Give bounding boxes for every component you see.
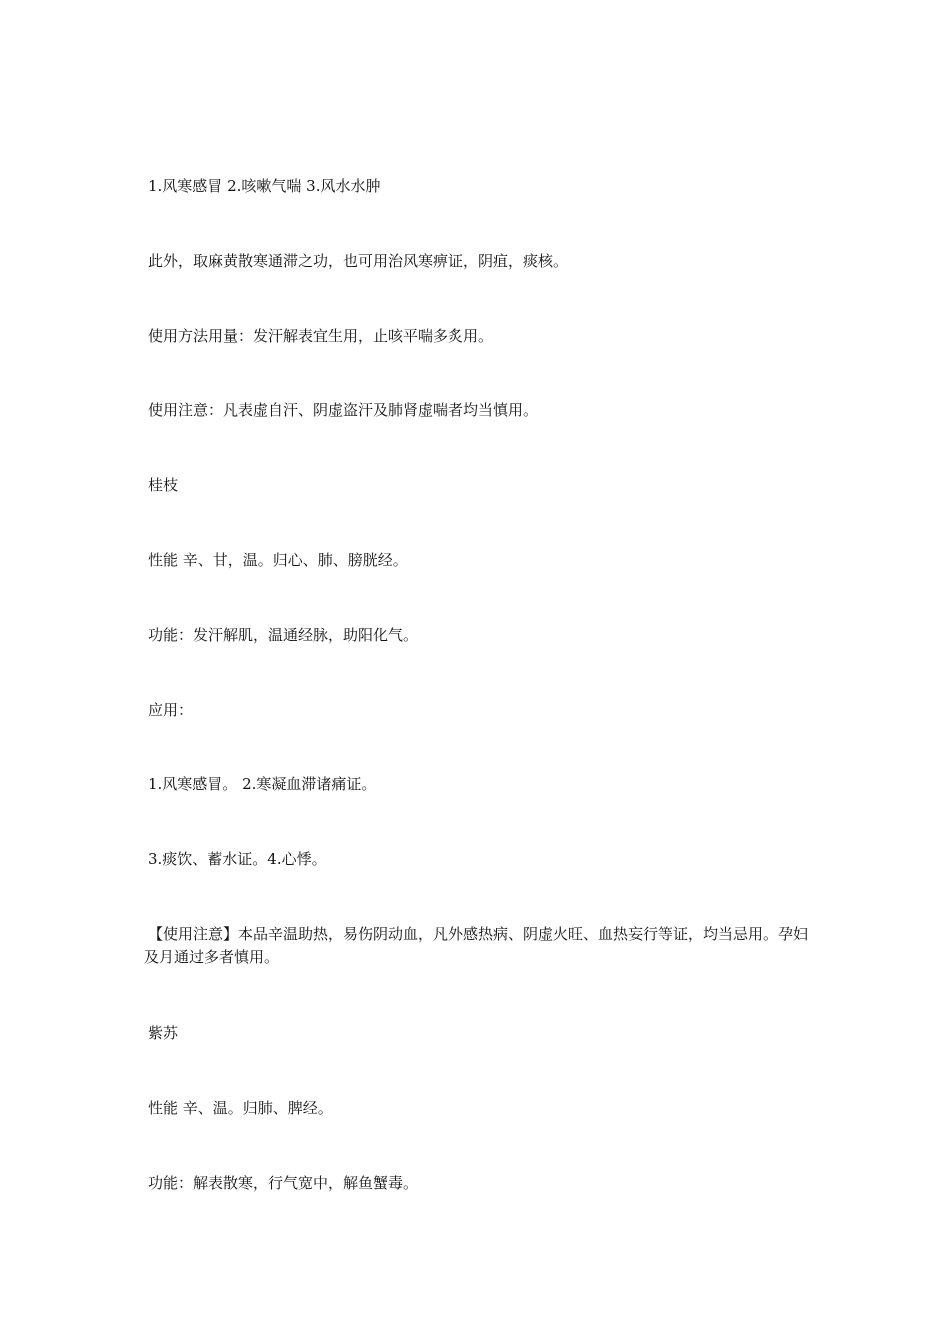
zisu-properties: 性能 辛、温。归肺、脾经。 xyxy=(148,1099,333,1117)
ephedra-precautions: 使用注意：凡表虚自汗、阴虚盗汗及肺肾虚喘者均当慎用。 xyxy=(148,401,539,419)
guizhi-applications-3-4: 3.痰饮、蓄水证。4.心悸。 xyxy=(148,850,327,868)
herb-heading-guizhi: 桂枝 xyxy=(148,476,179,494)
ephedra-indications: 1.风寒感冒 2.咳嗽气喘 3.风水水肿 xyxy=(148,177,381,195)
ephedra-usage-dosage: 使用方法用量：发汗解表宜生用，止咳平喘多炙用。 xyxy=(148,327,494,345)
guizhi-applications-1-2: 1.风寒感冒。 2.寒凝血滞诸痛证。 xyxy=(148,775,377,793)
guizhi-precautions: 【使用注意】本品辛温助热，易伤阴动血，凡外感热病、阴虚火旺、血热妄行等证，均当忌用。孕妇及月通过多者慎用。 xyxy=(144,925,809,966)
zisu-functions: 功能：解表散寒，行气宽中，解鱼蟹毒。 xyxy=(148,1174,419,1192)
herb-heading-zisu: 紫苏 xyxy=(148,1024,179,1042)
guizhi-properties: 性能 辛、甘，温。归心、肺、膀胱经。 xyxy=(148,551,408,569)
guizhi-functions: 功能：发汗解肌，温通经脉，助阳化气。 xyxy=(148,626,419,644)
guizhi-applications-label: 应用： xyxy=(148,701,194,719)
ephedra-additional-use: 此外，取麻黄散寒通滞之功，也可用治风寒痹证，阴疽，痰核。 xyxy=(148,252,569,270)
